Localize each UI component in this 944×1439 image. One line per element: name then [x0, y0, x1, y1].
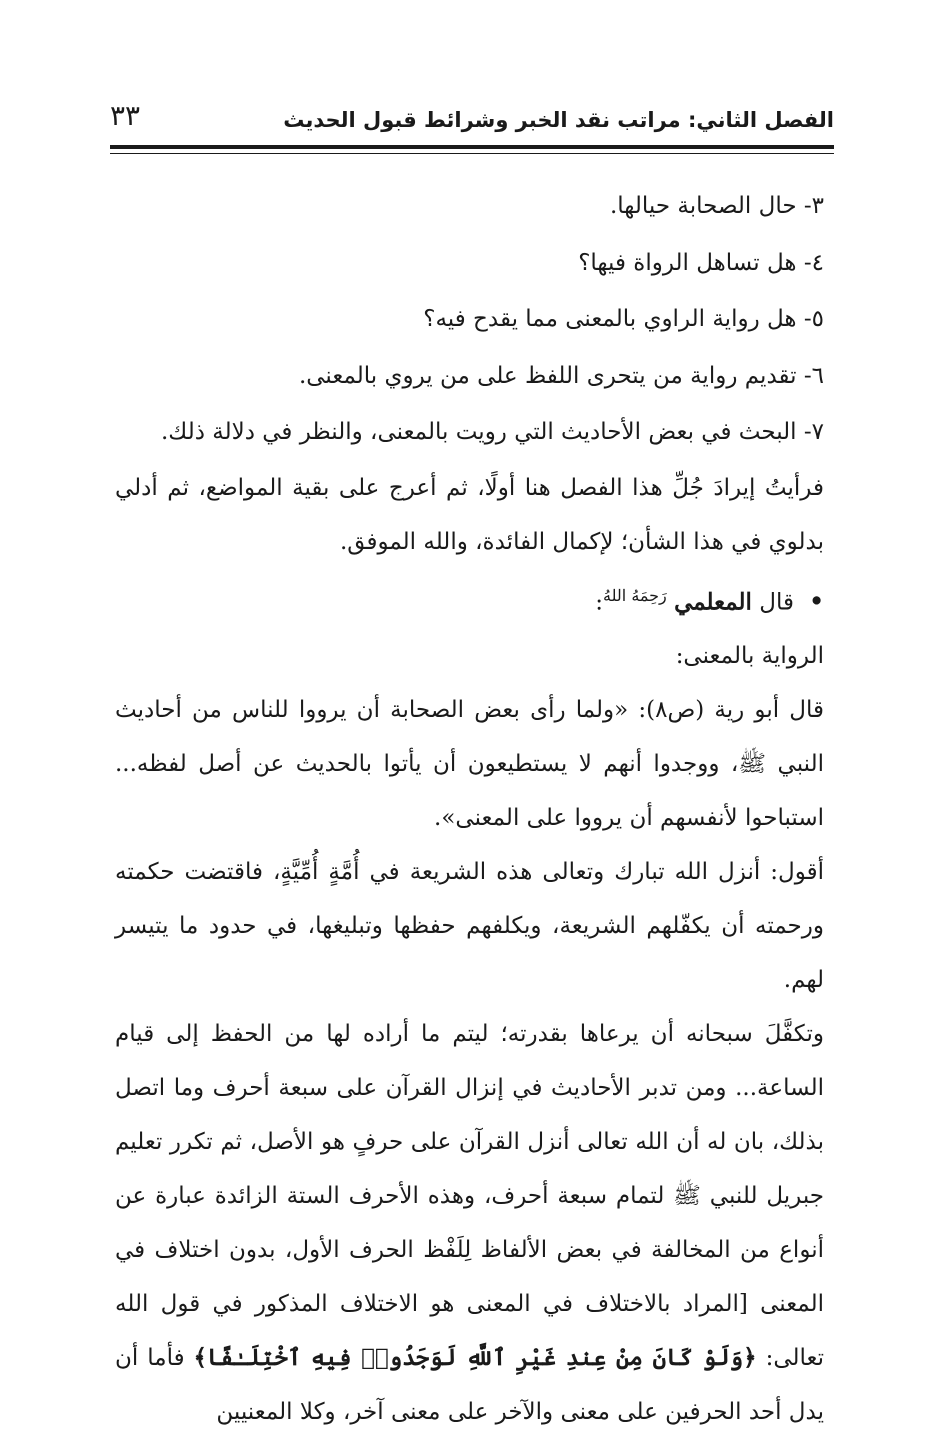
header-rule-thick	[110, 145, 834, 149]
list-item: ٦- تقديم رواية من يتحرى اللفظ على من يروي بالمعنى.	[298, 362, 824, 389]
header-rule-thin	[110, 153, 834, 154]
intro-paragraph: فرأيتُ إيرادَ جُلِّ هذا الفصل هنا أولًا، ثم أعرج على بقية المواضع، ثم أدلي بدلوي في هذا الشأن؛ لإكمال الفائدة، والله الموفق.	[115, 474, 824, 555]
honorific: رَحِمَهُ اللهُ	[603, 585, 667, 605]
list-item: ٤- هل تساهل الرواة فيها؟	[578, 249, 824, 276]
running-header	[110, 92, 834, 132]
page-number: ٣٣	[110, 99, 141, 132]
list-item: ٧- البحث في بعض الأحاديث التي رويت بالمعنى، والنظر في دلالة ذلك.	[161, 419, 824, 445]
heading-colon: :	[595, 589, 604, 616]
quote-paragraph: قال أبو رية (ص٨): «ولما رأى بعض الصحابة أن يرووا للناس من أحاديث النبي ﷺ، ووجدوا أنهم لا يستطيعون أن يأتوا بالحديث عن أصل لفظه... استباحوا لأنفسهم أن يرووا على المعنى».	[115, 697, 824, 832]
subheading: الرواية بالمعنى:	[675, 643, 824, 670]
paragraph-1: أقول: أنزل الله تبارك وتعالى هذه الشريعة في أُمَّةٍ أُمِّيَّةٍ، فاقتضت حكمته ورحمته أن يكفّلهم الشريعة، ويكلفهم حفظها وتبليغها، في حدود ما يتيسر لهم.	[115, 859, 824, 994]
section-heading	[115, 569, 824, 630]
scholar-name: المعلمي	[674, 588, 752, 616]
paragraph-2	[115, 1007, 824, 1439]
paragraph-2-text-a: وتكفَّلَ سبحانه أن يرعاها بقدرته؛ ليتم ما أراده لها من الحفظ إلى قيام الساعة... ومن تدبر الأحاديث في إنزال القرآن على سبعة أحرف وما اتصل بذلك، بان له أن الله تعالى أنزل القرآن على حرفٍ هو الأصل، ثم تكرر تعليم جبريل للنبي ﷺ لتمام سبعة أحرف، وهذه الأحرف الستة الزائدة عبارة عن أنواع من المخالفة في بعض الألفاظ لِلَفْظ الحرف الأول، بدون اختلاف في المعنى [المراد بالاختلاف في المعنى هو الاختلاف المذكور في قول الله تعالى:	[115, 1021, 825, 1372]
page-body	[115, 178, 824, 1439]
chapter-title: الفصل الثاني: مراتب نقد الخبر وشرائط قبول الحديث	[283, 108, 834, 132]
list-item: ٥- هل رواية الراوي بالمعنى مما يقدح فيه؟	[423, 306, 824, 332]
paragraph-2-text-b: فأما أن يدل أحد الحرفين على معنى والآخر على معنى آخر، وكلا المعنيين	[115, 1345, 824, 1426]
heading-prefix: قال	[759, 589, 794, 616]
quran-verse: ﴿وَلَوْ كَانَ مِنْ عِندِ غَيْرِ ٱللَّهِ لَوَجَدُوا۟ فِيهِ ٱخْتِلَـٰفًا﴾	[193, 1344, 757, 1372]
list-item: ٣- حال الصحابة حيالها.	[609, 193, 824, 219]
bullet-icon: •	[809, 588, 824, 616]
